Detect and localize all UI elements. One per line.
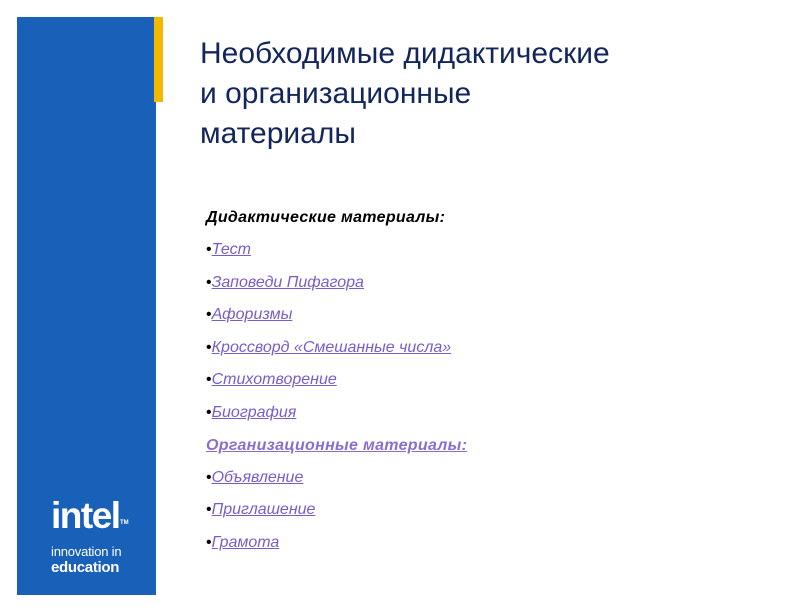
logo-wordmark: intel xyxy=(51,495,120,536)
organizational-heading[interactable] xyxy=(206,436,766,468)
list-item xyxy=(206,338,766,371)
list-item xyxy=(206,533,766,566)
logo-trademark: TM xyxy=(120,520,129,526)
title-line-3: материалы xyxy=(200,117,356,150)
link-pythagoras[interactable]: Заповеди Пифагора xyxy=(211,273,364,291)
list-item xyxy=(206,240,766,273)
organizational-heading-link[interactable]: Организационные материалы: xyxy=(206,436,468,454)
link-certificate[interactable]: Грамота xyxy=(211,533,280,551)
bullet: • xyxy=(206,241,212,258)
link-aphorisms[interactable]: Афоризмы xyxy=(211,306,293,324)
bullet: • xyxy=(206,371,212,389)
intel-logo xyxy=(51,496,151,576)
list-item xyxy=(206,370,766,403)
link-test[interactable]: Тест xyxy=(211,241,251,258)
bullet: • xyxy=(206,273,212,291)
bullet: • xyxy=(206,533,212,551)
bullet: • xyxy=(206,338,212,356)
list-item xyxy=(206,468,766,501)
didactic-heading: Дидактические материалы: xyxy=(206,209,446,226)
slide-content xyxy=(206,208,766,565)
slide-title xyxy=(200,34,760,154)
bullet: • xyxy=(206,403,212,421)
logo-tagline-line-2: education xyxy=(51,559,120,576)
bullet: • xyxy=(206,468,212,486)
link-announcement[interactable]: Объявление xyxy=(211,468,304,486)
logo-tagline-line-1: innovation in xyxy=(51,544,122,559)
list-item xyxy=(206,305,766,338)
bullet: • xyxy=(206,501,212,519)
list-item xyxy=(206,403,766,436)
link-crossword[interactable]: Кроссворд «Смешанные числа» xyxy=(211,338,452,356)
accent-bar xyxy=(154,17,163,102)
list-item xyxy=(206,500,766,533)
title-line-1: Необходимые дидактические xyxy=(200,37,610,70)
link-biography[interactable]: Биография xyxy=(211,403,297,421)
link-poem[interactable]: Стихотворение xyxy=(211,371,337,389)
bullet: • xyxy=(206,306,212,324)
list-item xyxy=(206,273,766,306)
link-invitation[interactable]: Приглашение xyxy=(211,501,316,519)
title-line-2: и организационные xyxy=(200,77,472,110)
